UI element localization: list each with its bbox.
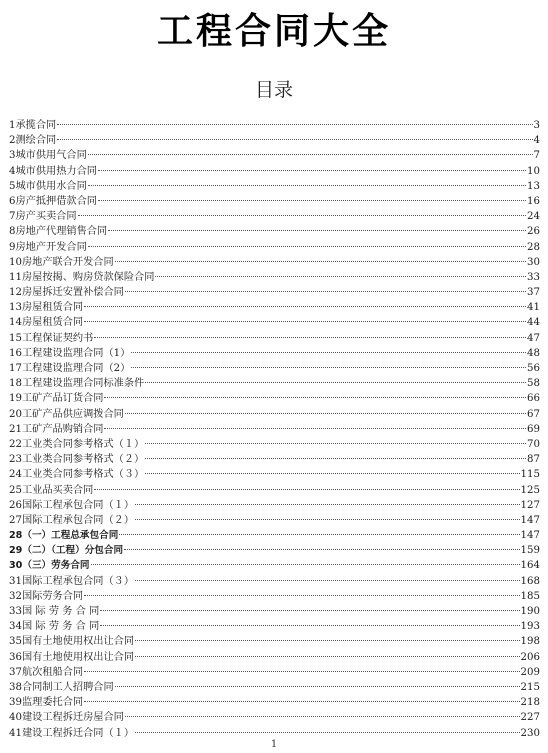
- toc-entry-page: 87: [527, 454, 540, 466]
- toc-entry-page: 190: [520, 606, 540, 617]
- toc-entry-page: 227: [520, 712, 540, 724]
- toc-dot-leader: [125, 413, 526, 414]
- toc-entry-title: 国 际 劳 务 合 同: [21, 621, 100, 633]
- document-title: 工程合同大全: [156, 11, 391, 52]
- toc-entry[interactable]: [9, 240, 540, 255]
- toc-entry-number: 41: [9, 727, 22, 739]
- toc-entry-page: 209: [520, 666, 540, 678]
- toc-entry[interactable]: [9, 255, 540, 270]
- toc-dot-leader: [84, 595, 519, 596]
- toc-entry-number: 2: [9, 135, 16, 147]
- toc-entry[interactable]: [9, 315, 540, 330]
- toc-entry-page: 28: [527, 241, 540, 253]
- toc-entry[interactable]: [9, 680, 540, 695]
- toc-entry-page: 24: [527, 211, 540, 223]
- toc-entry-title: 房产买卖合同: [15, 211, 77, 223]
- toc-entry-page: 67: [527, 408, 540, 420]
- toc-entry-title: 建设工程拆迁合同（１）: [21, 727, 135, 739]
- toc-entry-number: 13: [9, 302, 22, 314]
- toc-dot-leader: [135, 580, 520, 581]
- toc-entry[interactable]: [9, 665, 540, 680]
- table-of-contents: [9, 118, 540, 741]
- page-number: 1: [270, 739, 278, 750]
- toc-entry-page: 56: [527, 363, 540, 374]
- toc-entry-number: 32: [9, 590, 22, 602]
- toc-entry-number: 5: [9, 180, 16, 192]
- toc-entry-title: 工业类合同参考格式（３）: [21, 469, 145, 481]
- toc-entry-title: 工程建设监理合同（2）: [21, 363, 131, 374]
- toc-entry-page: 7: [533, 150, 540, 162]
- toc-dot-leader: [98, 170, 526, 171]
- toc-entry-title: 城市供用气合同: [15, 150, 87, 162]
- toc-entry-title: 工矿产品供应调拨合同: [21, 408, 124, 420]
- toc-entry-number: 3: [9, 150, 16, 162]
- toc-entry[interactable]: [9, 422, 540, 437]
- toc-dot-leader: [104, 428, 526, 429]
- toc-entry-number: 29: [9, 545, 23, 557]
- toc-entry[interactable]: [9, 118, 540, 133]
- toc-entry[interactable]: [9, 604, 540, 619]
- toc-dot-leader: [94, 489, 519, 490]
- toc-entry-number: 10: [9, 256, 22, 268]
- toc-entry-title: 工矿产品购销合同: [21, 423, 104, 435]
- toc-entry[interactable]: [9, 376, 540, 391]
- toc-entry-title: （三）劳务合同: [22, 560, 90, 572]
- toc-entry-page: 69: [527, 423, 540, 435]
- toc-entry[interactable]: [9, 300, 540, 315]
- toc-entry[interactable]: [9, 148, 540, 163]
- toc-entry[interactable]: [9, 513, 540, 528]
- toc-entry[interactable]: [9, 710, 540, 725]
- toc-dot-leader: [131, 352, 526, 353]
- toc-entry-title: 房地产联合开发合同: [21, 256, 114, 268]
- toc-entry-page: 58: [527, 378, 540, 390]
- toc-dot-leader: [88, 246, 526, 247]
- toc-entry-number: 37: [9, 666, 22, 678]
- toc-entry-number: 16: [9, 347, 22, 359]
- toc-dot-leader: [57, 139, 532, 140]
- toc-entry-number: 4: [9, 165, 16, 177]
- toc-entry[interactable]: [9, 209, 540, 224]
- toc-entry-page: 4: [533, 135, 540, 147]
- toc-entry-number: 26: [9, 499, 22, 511]
- toc-entry[interactable]: [9, 224, 540, 239]
- toc-entry-number: 25: [9, 484, 22, 496]
- toc-entry-page: 48: [527, 347, 540, 359]
- toc-entry-title: 房产抵押借款合同: [15, 195, 97, 207]
- toc-dot-leader: [104, 397, 526, 398]
- toc-dot-leader: [100, 610, 519, 611]
- toc-entry-number: 15: [9, 332, 22, 344]
- toc-entry-title: 工业品买卖合同: [21, 484, 94, 496]
- toc-entry-title: 国际工程承包合同（３）: [21, 575, 135, 587]
- toc-entry-page: 44: [527, 317, 540, 329]
- toc-entry-title: 建设工程拆迁房屋合同: [21, 712, 124, 724]
- toc-entry-title: 工业类合同参考格式（２）: [21, 454, 145, 466]
- toc-entry[interactable]: [9, 285, 540, 300]
- toc-entry[interactable]: [9, 589, 540, 604]
- toc-entry-title: （二）（工程）分包合同: [22, 545, 124, 557]
- toc-dot-leader: [115, 686, 520, 687]
- toc-entry[interactable]: [9, 543, 540, 558]
- toc-entry[interactable]: [9, 164, 540, 179]
- toc-entry-number: 12: [9, 287, 22, 299]
- toc-entry-page: 3: [533, 120, 540, 131]
- toc-entry-number: 38: [9, 681, 22, 693]
- toc-entry-title: 航次租船合同: [21, 666, 84, 678]
- toc-dot-leader: [135, 504, 520, 505]
- toc-dot-leader: [135, 640, 520, 641]
- toc-dot-leader: [125, 716, 520, 717]
- toc-heading: 目录: [254, 79, 293, 101]
- toc-entry-title: 房地产开发合同: [15, 241, 87, 253]
- toc-entry-title: 国际工程承包合同（１）: [21, 499, 135, 511]
- toc-entry-page: 26: [527, 226, 540, 238]
- toc-entry-number: 19: [9, 393, 22, 405]
- toc-entry-page: 37: [527, 287, 540, 299]
- toc-entry-page: 159: [520, 545, 540, 557]
- toc-entry-page: 230: [520, 727, 540, 739]
- toc-dot-leader: [145, 382, 526, 383]
- toc-entry-title: 承揽合同: [15, 120, 57, 131]
- toc-entry-title: 房屋租赁合同: [21, 317, 84, 329]
- toc-entry[interactable]: [9, 528, 540, 543]
- toc-dot-leader: [131, 367, 526, 368]
- toc-entry-page: 41: [527, 302, 540, 314]
- toc-entry-page: 164: [520, 560, 540, 572]
- toc-entry[interactable]: [9, 194, 540, 209]
- toc-dot-leader: [57, 124, 532, 125]
- toc-dot-leader: [88, 154, 533, 155]
- toc-entry-title: 房屋租赁合同: [21, 302, 84, 314]
- toc-entry-title: 工程建设监理合同标准条件: [21, 378, 145, 390]
- toc-entry-title: 工业类合同参考格式（１）: [21, 438, 145, 450]
- toc-entry[interactable]: [9, 331, 540, 346]
- toc-entry-page: 10: [527, 165, 540, 177]
- toc-entry[interactable]: [9, 574, 540, 589]
- toc-entry[interactable]: [9, 483, 540, 498]
- toc-entry-title: 房屋按揭、购房贷款保险合同: [21, 271, 155, 283]
- toc-entry-page: 47: [527, 332, 540, 344]
- toc-entry-title: 测绘合同: [15, 135, 57, 147]
- toc-dot-leader: [135, 732, 520, 733]
- toc-entry-page: 215: [520, 681, 540, 693]
- toc-entry[interactable]: [9, 391, 540, 406]
- toc-entry-page: 168: [520, 575, 540, 587]
- toc-entry-number: 24: [9, 469, 22, 481]
- toc-entry-page: 66: [527, 393, 540, 405]
- toc-entry-title: 国际劳务合同: [21, 590, 84, 602]
- toc-dot-leader: [125, 291, 526, 292]
- toc-entry-number: 11: [9, 271, 22, 283]
- toc-entry-number: 1: [9, 120, 16, 131]
- toc-entry-title: 国际工程承包合同（２）: [21, 514, 135, 526]
- toc-dot-leader: [84, 321, 526, 322]
- toc-dot-leader: [145, 473, 519, 474]
- toc-entry[interactable]: [9, 437, 540, 452]
- toc-entry-page: 33: [527, 271, 540, 283]
- toc-entry-number: 23: [9, 454, 22, 466]
- toc-entry[interactable]: [9, 467, 540, 482]
- toc-dot-leader: [145, 458, 526, 459]
- toc-entry-number: 40: [9, 712, 22, 724]
- toc-dot-leader: [84, 306, 526, 307]
- toc-entry-title: 合同制工人招聘合同: [21, 681, 114, 693]
- toc-entry-number: 34: [9, 621, 22, 633]
- toc-entry-number: 8: [9, 226, 16, 238]
- toc-dot-leader: [88, 185, 526, 186]
- toc-dot-leader: [145, 443, 526, 444]
- toc-entry-number: 39: [9, 697, 22, 709]
- toc-dot-leader: [94, 337, 526, 338]
- toc-dot-leader: [124, 549, 519, 550]
- toc-entry-number: 21: [9, 423, 22, 435]
- toc-entry-page: 193: [520, 621, 540, 633]
- toc-dot-leader: [115, 261, 526, 262]
- toc-entry-number: 20: [9, 408, 22, 420]
- toc-entry[interactable]: [9, 346, 540, 361]
- toc-entry-title: 房屋拆迁安置补偿合同: [21, 287, 124, 299]
- toc-entry-title: 国 际 劳 务 合 同: [21, 606, 100, 617]
- toc-entry-title: 国有土地使用权出让合同: [21, 651, 135, 663]
- toc-entry-number: 27: [9, 514, 22, 526]
- toc-entry-page: 198: [520, 636, 540, 648]
- toc-entry-page: 16: [527, 195, 540, 207]
- toc-entry[interactable]: [9, 619, 540, 634]
- toc-entry-page: 125: [520, 484, 540, 496]
- toc-entry-number: 17: [9, 363, 22, 374]
- toc-entry-number: 35: [9, 636, 22, 648]
- toc-entry-page: 218: [520, 697, 540, 709]
- toc-entry-page: 127: [520, 499, 540, 511]
- toc-entry-number: 14: [9, 317, 22, 329]
- toc-dot-leader: [84, 701, 519, 702]
- toc-entry[interactable]: [9, 133, 540, 148]
- toc-entry[interactable]: [9, 650, 540, 665]
- toc-entry-number: 33: [9, 606, 22, 617]
- toc-entry-page: 147: [520, 530, 540, 542]
- toc-entry[interactable]: [9, 558, 540, 573]
- toc-entry-title: 国有土地使用权出让合同: [21, 636, 135, 648]
- toc-dot-leader: [155, 276, 526, 277]
- toc-entry[interactable]: [9, 498, 540, 513]
- toc-entry-number: 7: [9, 211, 16, 223]
- toc-entry-title: 工程保证契约书: [21, 332, 94, 344]
- toc-entry[interactable]: [9, 361, 540, 376]
- toc-entry[interactable]: [9, 695, 540, 710]
- toc-entry-title: 城市供用水合同: [15, 180, 87, 192]
- toc-entry-page: 70: [527, 438, 540, 450]
- toc-entry-number: 22: [9, 438, 22, 450]
- toc-entry-number: 6: [9, 195, 16, 207]
- toc-entry-page: 185: [520, 590, 540, 602]
- toc-entry-title: 城市供用热力合同: [15, 165, 97, 177]
- toc-entry-page: 206: [520, 651, 540, 663]
- toc-dot-leader: [108, 230, 526, 231]
- toc-dot-leader: [100, 625, 519, 626]
- toc-entry-title: 工程建设监理合同（1）: [21, 347, 131, 359]
- toc-entry-number: 30: [9, 560, 23, 572]
- toc-entry-number: 9: [9, 241, 16, 253]
- toc-entry-number: 28: [9, 530, 23, 542]
- toc-entry-page: 147: [520, 514, 540, 526]
- toc-entry[interactable]: [9, 634, 540, 649]
- toc-entry[interactable]: [9, 270, 540, 285]
- toc-entry-title: 工矿产品订货合同: [21, 393, 104, 405]
- toc-entry[interactable]: [9, 179, 540, 194]
- toc-entry[interactable]: [9, 407, 540, 422]
- toc-entry-number: 18: [9, 378, 22, 390]
- toc-entry[interactable]: [9, 452, 540, 467]
- toc-dot-leader: [119, 534, 519, 535]
- toc-dot-leader: [84, 671, 519, 672]
- toc-entry-title: 监理委托合同: [21, 697, 84, 709]
- toc-dot-leader: [98, 200, 526, 201]
- toc-dot-leader: [78, 215, 526, 216]
- toc-dot-leader: [135, 519, 520, 520]
- toc-entry-page: 30: [527, 256, 540, 268]
- toc-entry-number: 36: [9, 651, 22, 663]
- toc-entry-number: 31: [9, 575, 22, 587]
- toc-dot-leader: [91, 564, 520, 565]
- toc-entry-page: 115: [520, 469, 540, 481]
- toc-entry-page: 13: [527, 180, 540, 192]
- toc-entry-title: （一）工程总承包合同: [22, 530, 119, 542]
- toc-entry-title: 房地产代理销售合同: [15, 226, 108, 238]
- toc-dot-leader: [135, 656, 520, 657]
